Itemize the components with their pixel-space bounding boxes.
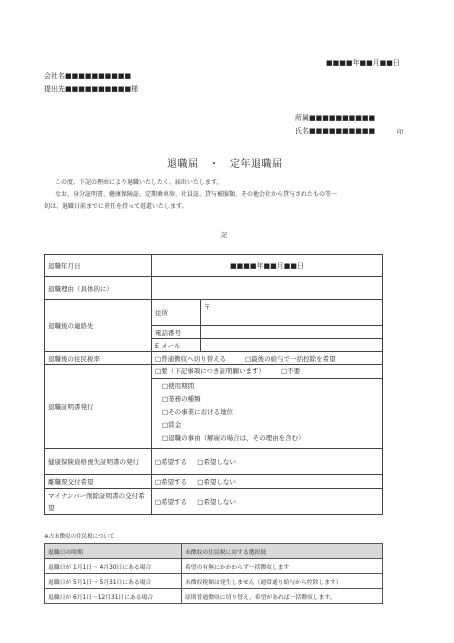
certificate-label: 退職証明書発行 <box>45 365 152 449</box>
mynumber-want-checkbox[interactable]: □希望する <box>155 498 188 506</box>
email-label: E メール <box>152 339 201 352</box>
cert-item-position[interactable]: □その事業における地位 <box>162 408 234 416</box>
tax-option-lump[interactable]: □最後の給与で一括控除を希望 <box>242 352 383 365</box>
address-label: 住所 <box>152 300 201 326</box>
retire-date-label: 退職年月日 <box>45 255 152 277</box>
submit-to: 提出先■■■■■■■■■■様 <box>44 85 139 93</box>
address-field[interactable] <box>201 300 383 326</box>
phone-field[interactable] <box>201 326 383 339</box>
separation-not-want-checkbox[interactable]: □希望しない <box>197 478 236 486</box>
phone-label: 電話番号 <box>152 326 201 339</box>
health-cert-label: 健康保険資格喪失証明書の発行 <box>45 449 152 475</box>
table-cell: 原則普通徴収に切り替え、希望があれば一括徴収します。 <box>182 589 383 604</box>
page-title: 退職届 ・ 定年退職届 <box>167 159 283 170</box>
email-field[interactable] <box>201 339 383 352</box>
table-cell: 退職日が 6月1日～12月31日にある場合 <box>45 589 182 604</box>
certificate-need-checkbox[interactable]: □要（下記事項につき証明願います） <box>155 367 266 375</box>
tax-schedule-table <box>44 543 383 604</box>
cert-item-period[interactable]: □使用期間 <box>162 382 195 390</box>
separation-label: 離職票交付希望 <box>45 475 152 489</box>
postal-mark: 〒 <box>204 303 211 311</box>
reason-field[interactable] <box>152 277 383 300</box>
retire-date-value: ■■■■年■■月■■日 <box>152 255 383 277</box>
health-want-checkbox[interactable]: □希望する <box>155 458 188 466</box>
table-header: 未徴収の住民税に対する選択肢 <box>182 544 383 559</box>
table-header: 退職日の時期 <box>45 544 182 559</box>
table-cell: 退職日が 1月1日～ 4月30日にある場合 <box>45 559 182 574</box>
department: 所属■■■■■■■■■■ <box>295 114 376 122</box>
mynumber-not-want-checkbox[interactable]: □希望しない <box>197 498 236 506</box>
table-cell: 退職日が 5月1日～ 5月31日にある場合 <box>45 574 182 589</box>
tax-option-ordinary[interactable]: □普通徴収へ切り替える <box>152 352 242 365</box>
date: ■■■■年■■月■■日 <box>326 59 400 67</box>
cert-item-reason[interactable]: □退職の事由（解雇の場合は、その理由を含む） <box>162 434 305 442</box>
body-line-1: この度、下記の理由により退職いたしたく、届出いたします。 <box>55 179 223 186</box>
cert-item-job-type[interactable]: □業務の種類 <box>162 395 201 403</box>
cert-item-wage[interactable]: □賃金 <box>162 421 182 429</box>
seal-mark: 印 <box>397 129 404 136</box>
contact-label: 退職後の連絡先 <box>45 300 152 352</box>
resignation-form <box>44 254 383 515</box>
tax-note: ※占未徴収の住民税について <box>44 534 115 540</box>
employee-name: 氏名■■■■■■■■■■ <box>295 127 376 135</box>
ki-mark: 記 <box>221 232 228 239</box>
certificate-no-checkbox[interactable]: □不要 <box>281 367 301 375</box>
table-cell: 希望の有無にかかわらず一括徴収します <box>182 559 383 574</box>
body-line-3: 切は、退職日前までに責任を持って返還いたします。 <box>44 203 188 210</box>
tax-label: 退職後の住民税率 <box>45 352 152 365</box>
reason-label: 退職理由（具体的に） <box>45 277 152 300</box>
separation-want-checkbox[interactable]: □希望する <box>155 478 188 486</box>
company-name: 会社名■■■■■■■■■■ <box>44 72 132 80</box>
table-cell: 未徴収税額は発生しません（通常通り給与から控除します） <box>182 574 383 589</box>
health-not-want-checkbox[interactable]: □希望しない <box>197 458 236 466</box>
body-line-2: なお、身分証明書、健康保険証、定期乗車券、社員証、貸与被服類、その他会社から貸与されたもの等一 <box>55 191 338 198</box>
mynumber-label: マイナンバー削除証明書の交付希望 <box>45 489 152 515</box>
